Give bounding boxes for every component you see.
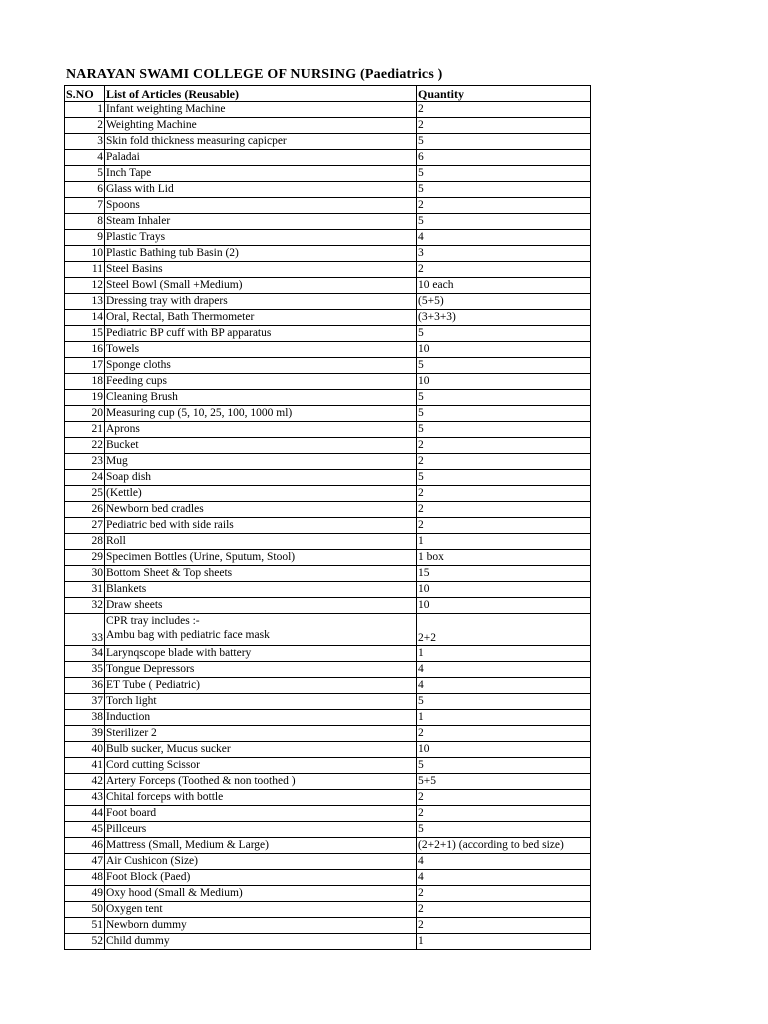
table-row bbox=[65, 550, 591, 566]
table-row bbox=[65, 246, 591, 262]
table-row bbox=[65, 326, 591, 342]
row-quantity: 4 bbox=[417, 678, 591, 694]
row-quantity: 2 bbox=[417, 438, 591, 454]
row-article: Induction bbox=[105, 710, 417, 726]
row-sno: 6 bbox=[65, 182, 105, 198]
row-quantity: 10 each bbox=[417, 278, 591, 294]
row-quantity: 2 bbox=[417, 806, 591, 822]
row-article: Newborn bed cradles bbox=[105, 502, 417, 518]
row-article: Measuring cup (5, 10, 25, 100, 1000 ml) bbox=[105, 406, 417, 422]
table-row bbox=[65, 790, 591, 806]
table-row bbox=[65, 294, 591, 310]
row-article: Spoons bbox=[105, 198, 417, 214]
table-row bbox=[65, 390, 591, 406]
row-article: Air Cushicon (Size) bbox=[105, 854, 417, 870]
row-sno: 5 bbox=[65, 166, 105, 182]
table-row bbox=[65, 758, 591, 774]
row-article: Roll bbox=[105, 534, 417, 550]
table-row bbox=[65, 134, 591, 150]
row-sno: 35 bbox=[65, 662, 105, 678]
row-article: Pediatric bed with side rails bbox=[105, 518, 417, 534]
table-row bbox=[65, 918, 591, 934]
row-sno: 1 bbox=[65, 102, 105, 118]
row-quantity: 2 bbox=[417, 102, 591, 118]
table-row bbox=[65, 582, 591, 598]
row-quantity: 10 bbox=[417, 582, 591, 598]
row-sno: 28 bbox=[65, 534, 105, 550]
table-row bbox=[65, 726, 591, 742]
row-quantity: 1 bbox=[417, 934, 591, 950]
row-article: Oral, Rectal, Bath Thermometer bbox=[105, 310, 417, 326]
row-sno: 2 bbox=[65, 118, 105, 134]
row-quantity: 2 bbox=[417, 262, 591, 278]
row-quantity: 10 bbox=[417, 742, 591, 758]
row-quantity: 15 bbox=[417, 566, 591, 582]
row-sno: 20 bbox=[65, 406, 105, 422]
row-sno: 38 bbox=[65, 710, 105, 726]
row-quantity: 6 bbox=[417, 150, 591, 166]
table-row bbox=[65, 934, 591, 950]
row-article: Bulb sucker, Mucus sucker bbox=[105, 742, 417, 758]
row-article: Pediatric BP cuff with BP apparatus bbox=[105, 326, 417, 342]
table-body bbox=[65, 102, 591, 950]
table-row bbox=[65, 374, 591, 390]
row-quantity: (5+5) bbox=[417, 294, 591, 310]
row-sno: 8 bbox=[65, 214, 105, 230]
row-sno: 46 bbox=[65, 838, 105, 854]
row-quantity: 2 bbox=[417, 790, 591, 806]
row-sno: 30 bbox=[65, 566, 105, 582]
row-quantity: 4 bbox=[417, 854, 591, 870]
row-sno: 37 bbox=[65, 694, 105, 710]
row-article-line: Ambu bag with pediatric face mask bbox=[106, 629, 270, 641]
row-sno: 51 bbox=[65, 918, 105, 934]
row-article: Paladai bbox=[105, 150, 417, 166]
row-article: Draw sheets bbox=[105, 598, 417, 614]
row-quantity: 5 bbox=[417, 694, 591, 710]
table-row bbox=[65, 854, 591, 870]
table-row bbox=[65, 214, 591, 230]
table-row bbox=[65, 198, 591, 214]
row-sno: 11 bbox=[65, 262, 105, 278]
table-row bbox=[65, 886, 591, 902]
row-article: Feeding cups bbox=[105, 374, 417, 390]
table-row bbox=[65, 502, 591, 518]
row-sno: 42 bbox=[65, 774, 105, 790]
row-article: Soap dish bbox=[105, 470, 417, 486]
table-row bbox=[65, 774, 591, 790]
row-article: Towels bbox=[105, 342, 417, 358]
row-article: Child dummy bbox=[105, 934, 417, 950]
table-row bbox=[65, 486, 591, 502]
table-row bbox=[65, 118, 591, 134]
row-article: Cleaning Brush bbox=[105, 390, 417, 406]
row-article: Pillceurs bbox=[105, 822, 417, 838]
row-article bbox=[105, 614, 417, 646]
table-row bbox=[65, 646, 591, 662]
row-article: Plastic Bathing tub Basin (2) bbox=[105, 246, 417, 262]
row-sno: 3 bbox=[65, 134, 105, 150]
row-quantity: 5 bbox=[417, 406, 591, 422]
row-quantity: 10 bbox=[417, 598, 591, 614]
row-article: Artery Forceps (Toothed & non toothed ) bbox=[105, 774, 417, 790]
row-quantity: 5 bbox=[417, 422, 591, 438]
row-quantity: 2+2 bbox=[417, 614, 591, 646]
table-row bbox=[65, 838, 591, 854]
row-quantity: 5 bbox=[417, 390, 591, 406]
row-sno: 32 bbox=[65, 598, 105, 614]
row-article: Skin fold thickness measuring capicper bbox=[105, 134, 417, 150]
row-sno: 22 bbox=[65, 438, 105, 454]
table-row bbox=[65, 534, 591, 550]
row-sno: 4 bbox=[65, 150, 105, 166]
row-article: Foot board bbox=[105, 806, 417, 822]
row-quantity: 5 bbox=[417, 134, 591, 150]
table-row bbox=[65, 454, 591, 470]
row-sno: 26 bbox=[65, 502, 105, 518]
table-header-row bbox=[65, 86, 591, 102]
row-quantity: 10 bbox=[417, 342, 591, 358]
row-sno: 27 bbox=[65, 518, 105, 534]
row-sno: 48 bbox=[65, 870, 105, 886]
table-row bbox=[65, 742, 591, 758]
row-quantity: 1 bbox=[417, 534, 591, 550]
row-quantity: 2 bbox=[417, 118, 591, 134]
row-quantity: 2 bbox=[417, 902, 591, 918]
row-sno: 43 bbox=[65, 790, 105, 806]
table-row bbox=[65, 278, 591, 294]
header-quantity: Quantity bbox=[417, 86, 591, 102]
row-article: Glass with Lid bbox=[105, 182, 417, 198]
table-row bbox=[65, 150, 591, 166]
row-article: Oxygen tent bbox=[105, 902, 417, 918]
row-sno: 34 bbox=[65, 646, 105, 662]
table-row bbox=[65, 342, 591, 358]
row-sno: 23 bbox=[65, 454, 105, 470]
row-sno: 52 bbox=[65, 934, 105, 950]
table-row bbox=[65, 870, 591, 886]
row-article: Oxy hood (Small & Medium) bbox=[105, 886, 417, 902]
table-row bbox=[65, 230, 591, 246]
row-quantity: 5 bbox=[417, 326, 591, 342]
row-sno: 13 bbox=[65, 294, 105, 310]
row-quantity: 2 bbox=[417, 726, 591, 742]
row-quantity: 1 bbox=[417, 646, 591, 662]
row-article: Infant weighting Machine bbox=[105, 102, 417, 118]
row-article: Bucket bbox=[105, 438, 417, 454]
table-row bbox=[65, 694, 591, 710]
table-row bbox=[65, 678, 591, 694]
row-quantity: 2 bbox=[417, 486, 591, 502]
table-row bbox=[65, 182, 591, 198]
row-quantity: 5 bbox=[417, 822, 591, 838]
row-quantity: 5 bbox=[417, 358, 591, 374]
row-article: Chital forceps with bottle bbox=[105, 790, 417, 806]
row-article: Specimen Bottles (Urine, Sputum, Stool) bbox=[105, 550, 417, 566]
row-quantity: 4 bbox=[417, 662, 591, 678]
row-sno: 16 bbox=[65, 342, 105, 358]
row-sno: 45 bbox=[65, 822, 105, 838]
row-sno: 17 bbox=[65, 358, 105, 374]
row-article: (Kettle) bbox=[105, 486, 417, 502]
row-sno: 50 bbox=[65, 902, 105, 918]
row-article: Weighting Machine bbox=[105, 118, 417, 134]
row-quantity: 5 bbox=[417, 758, 591, 774]
table-row bbox=[65, 518, 591, 534]
row-sno: 49 bbox=[65, 886, 105, 902]
row-quantity: 2 bbox=[417, 518, 591, 534]
row-article: Tongue Depressors bbox=[105, 662, 417, 678]
row-quantity: (2+2+1) (according to bed size) bbox=[417, 838, 591, 854]
row-article: Foot Block (Paed) bbox=[105, 870, 417, 886]
row-sno: 40 bbox=[65, 742, 105, 758]
row-sno: 44 bbox=[65, 806, 105, 822]
row-quantity: 4 bbox=[417, 230, 591, 246]
row-article: Plastic Trays bbox=[105, 230, 417, 246]
row-quantity: 5 bbox=[417, 214, 591, 230]
table-row bbox=[65, 166, 591, 182]
row-sno: 15 bbox=[65, 326, 105, 342]
row-quantity: 5 bbox=[417, 182, 591, 198]
row-sno: 31 bbox=[65, 582, 105, 598]
table-row bbox=[65, 822, 591, 838]
row-quantity: 1 bbox=[417, 710, 591, 726]
row-article: Bottom Sheet & Top sheets bbox=[105, 566, 417, 582]
row-sno: 18 bbox=[65, 374, 105, 390]
row-article: Newborn dummy bbox=[105, 918, 417, 934]
row-sno: 24 bbox=[65, 470, 105, 486]
row-sno: 7 bbox=[65, 198, 105, 214]
row-article: Steel Basins bbox=[105, 262, 417, 278]
row-article: Torch light bbox=[105, 694, 417, 710]
table-row bbox=[65, 902, 591, 918]
row-quantity: 2 bbox=[417, 198, 591, 214]
table-row bbox=[65, 438, 591, 454]
row-quantity: 5+5 bbox=[417, 774, 591, 790]
row-sno: 33 bbox=[65, 614, 105, 646]
table-row bbox=[65, 806, 591, 822]
table-row bbox=[65, 262, 591, 278]
table-row bbox=[65, 598, 591, 614]
row-quantity: 4 bbox=[417, 870, 591, 886]
row-article: Blankets bbox=[105, 582, 417, 598]
row-article: Inch Tape bbox=[105, 166, 417, 182]
row-quantity: 1 box bbox=[417, 550, 591, 566]
row-quantity: 2 bbox=[417, 454, 591, 470]
articles-table bbox=[64, 85, 591, 950]
row-quantity: (3+3+3) bbox=[417, 310, 591, 326]
row-sno: 21 bbox=[65, 422, 105, 438]
header-article: List of Articles (Reusable) bbox=[105, 86, 417, 102]
table-row bbox=[65, 310, 591, 326]
row-article: Steam Inhaler bbox=[105, 214, 417, 230]
row-article: Sterilizer 2 bbox=[105, 726, 417, 742]
table-row bbox=[65, 566, 591, 582]
row-article: Cord cutting Scissor bbox=[105, 758, 417, 774]
table-row bbox=[65, 710, 591, 726]
header-sno: S.NO bbox=[65, 86, 105, 102]
row-sno: 36 bbox=[65, 678, 105, 694]
row-quantity: 10 bbox=[417, 374, 591, 390]
row-article: Dressing tray with drapers bbox=[105, 294, 417, 310]
table-row bbox=[65, 102, 591, 118]
page-title: NARAYAN SWAMI COLLEGE OF NURSING (Paediatrics ) bbox=[66, 67, 443, 82]
row-quantity: 5 bbox=[417, 470, 591, 486]
table-row bbox=[65, 614, 591, 646]
row-sno: 39 bbox=[65, 726, 105, 742]
row-quantity: 2 bbox=[417, 918, 591, 934]
row-article: Larynqscope blade with battery bbox=[105, 646, 417, 662]
row-sno: 9 bbox=[65, 230, 105, 246]
row-sno: 25 bbox=[65, 486, 105, 502]
row-sno: 29 bbox=[65, 550, 105, 566]
row-sno: 41 bbox=[65, 758, 105, 774]
row-article-line: CPR tray includes :- bbox=[106, 615, 200, 627]
row-quantity: 2 bbox=[417, 886, 591, 902]
row-sno: 10 bbox=[65, 246, 105, 262]
row-article: Aprons bbox=[105, 422, 417, 438]
table-row bbox=[65, 406, 591, 422]
row-quantity: 3 bbox=[417, 246, 591, 262]
table-row bbox=[65, 358, 591, 374]
row-sno: 14 bbox=[65, 310, 105, 326]
row-quantity: 2 bbox=[417, 502, 591, 518]
table-row bbox=[65, 662, 591, 678]
table-row bbox=[65, 470, 591, 486]
row-article: Mug bbox=[105, 454, 417, 470]
row-article: Steel Bowl (Small +Medium) bbox=[105, 278, 417, 294]
row-sno: 19 bbox=[65, 390, 105, 406]
row-article: ET Tube ( Pediatric) bbox=[105, 678, 417, 694]
table-row bbox=[65, 422, 591, 438]
row-sno: 47 bbox=[65, 854, 105, 870]
row-article: Mattress (Small, Medium & Large) bbox=[105, 838, 417, 854]
row-article: Sponge cloths bbox=[105, 358, 417, 374]
row-quantity: 5 bbox=[417, 166, 591, 182]
row-sno: 12 bbox=[65, 278, 105, 294]
